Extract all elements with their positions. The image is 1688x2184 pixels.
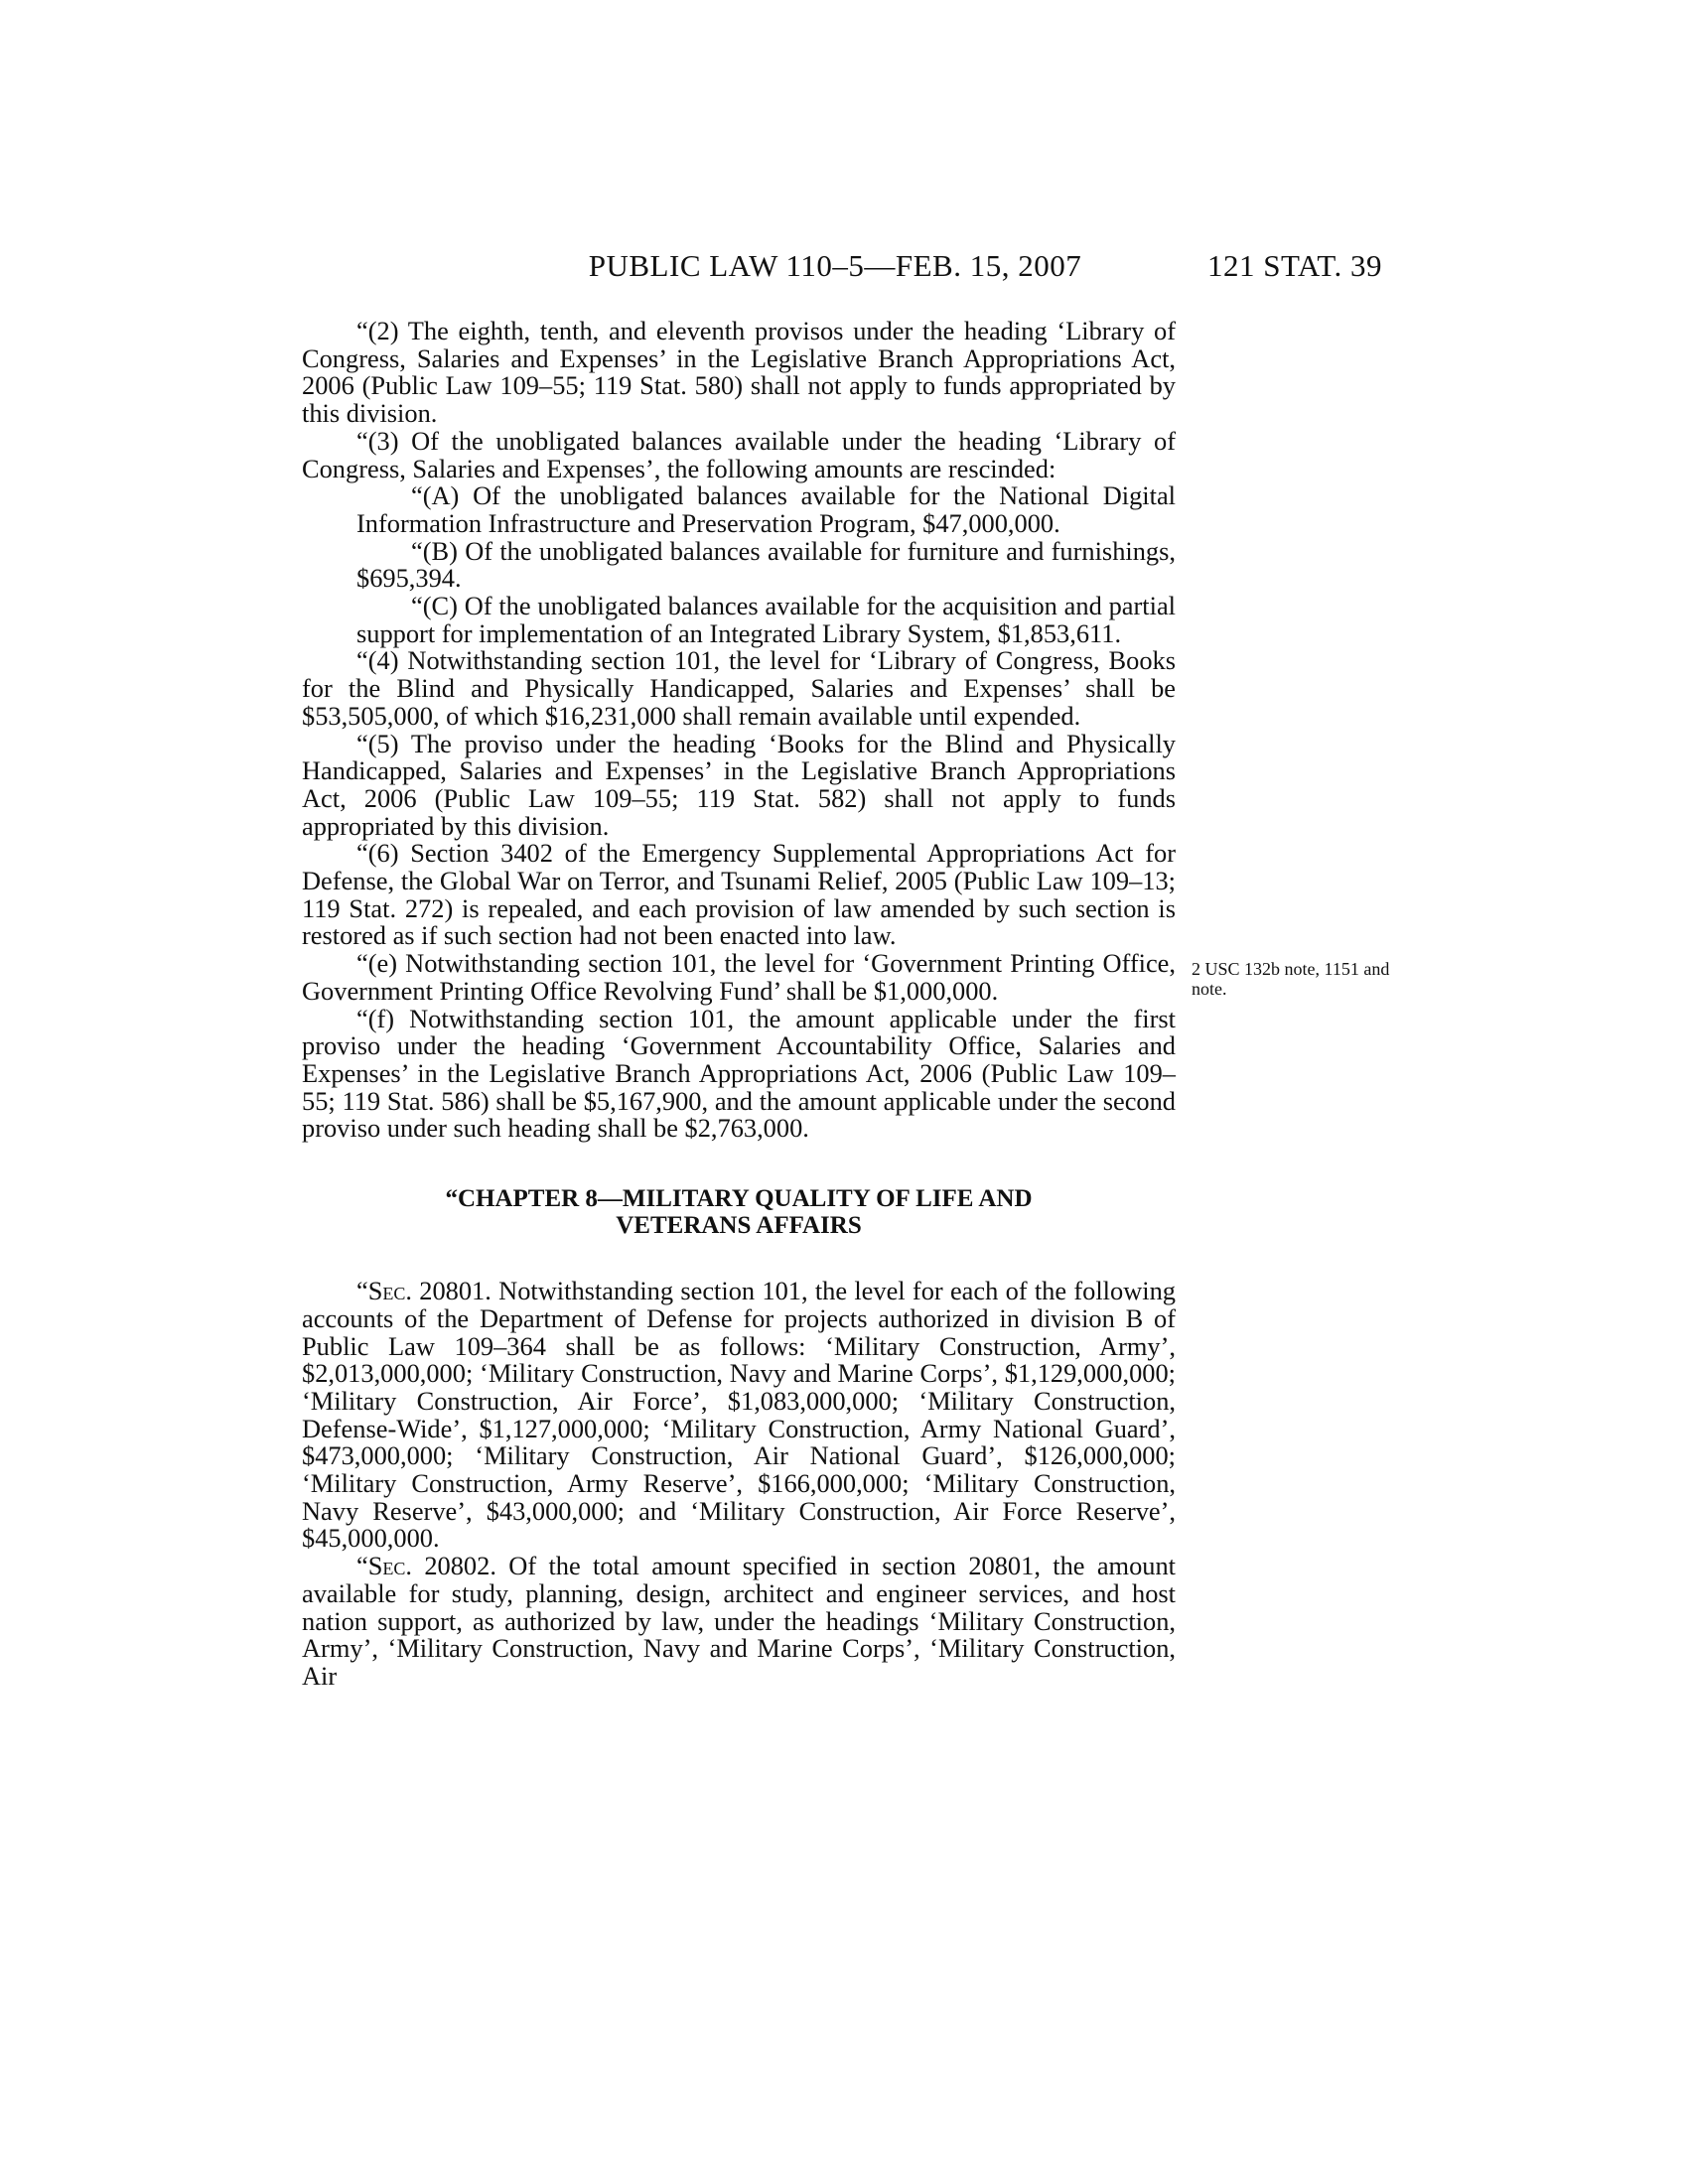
quote-open: “ [356, 1276, 368, 1306]
section-20801 [302, 1278, 1176, 1553]
paragraph-2: “(2) The eighth, tenth, and eleventh provisos under the heading ‘Library of Congress, Salaries and Expenses’ in the Legislative Branch Appropriations Act, 2006 (Public Law 109–55; 119 Stat. 580) shall not apply to funds appropriated by this division. [302, 316, 1176, 429]
margin-note: 2 USC 132b note, 1151 and note. [1192, 959, 1390, 999]
paragraph-3: “(3) Of the unobligated balances available under the heading ‘Library of Congress, Salaries and Expenses’, the following amounts are rescinded: [302, 425, 1176, 483]
paragraph-6: “(6) Section 3402 of the Emergency Supplemental Appropriations Act for Defense, the Global War on Terror, and Tsunami Relief, 2005 (Public Law 109–13; 119 Stat. 272) is repealed, and each provision of law amended by such section is restored as if such section had not been enacted into law. [302, 838, 1176, 951]
subparagraph-c: “(C) Of the unobligated balances available for the acquisition and partial support for implementation of an Integrated Library System, $1,853,611. [356, 591, 1176, 648]
subparagraph-a: “(A) Of the unobligated balances available for the National Digital Information Infrastructure and Preservation Program, $47,000,000. [356, 480, 1176, 538]
running-head [298, 248, 1382, 288]
section-20802 [302, 1553, 1176, 1691]
paragraph-4: “(4) Notwithstanding section 101, the level for ‘Library of Congress, Books for the Blind and Physically Handicapped, Salaries and Expenses’ shall be $53,505,000, of which $16,231,000 shall remain available until expended. [302, 645, 1176, 731]
section-label: Sec. [367, 1276, 412, 1306]
section-text: 20801. Notwithstanding section 101, the level for each of the following accounts of the Department of Defense for projects authorized in division B of Public Law 109–364 shall be as follows: ‘Military Construction, Army’, $2,013,000,000; ‘Military Construction, Navy and Marine Corps’, $1,129,000,000; ‘Military Construction, Air Force’, $1,083,000,000; ‘Military Construction, Defense-Wide’, $1,127,000,000; ‘Military Construction, Army National Guard’, $473,000,000; ‘Military Construction, Air National Guard’, $126,000,000; ‘Military Construction, Army Reserve’, $166,000,000; ‘Military Construction, Navy Reserve’, $43,000,000; and ‘Military Construction, Air Force Reserve’, $45,000,000. [302, 1276, 1176, 1554]
quote-open: “ [356, 1551, 368, 1581]
chapter-heading [302, 1185, 1176, 1239]
chapter-heading-line-2: VETERANS AFFAIRS [616, 1212, 862, 1240]
paragraph-5: “(5) The proviso under the heading ‘Books for the Blind and Physically Handicapped, Salaries and Expenses’ in the Legislative Branch Appropriations Act, 2006 (Public Law 109–55; 119 Stat. 582) shall not apply to funds appropriated by this division. [302, 728, 1176, 841]
chapter-heading-line-1: “CHAPTER 8—MILITARY QUALITY OF LIFE AND [445, 1185, 1033, 1213]
law-title: PUBLIC LAW 110–5—FEB. 15, 2007 [588, 248, 1082, 283]
section-text: 20802. Of the total amount specified in section 20801, the amount available for study, planning, design, architect and engineer services, and host nation support, as authorized by law, under the headings ‘Military Construction, Army’, ‘Military Construction, Navy and Marine Corps’, ‘Military Construction, Air [302, 1551, 1176, 1691]
subparagraph-b: “(B) Of the unobligated balances available for furniture and furnishings, $695,394. [356, 535, 1176, 594]
subsection-e: “(e) Notwithstanding section 101, the level for ‘Government Printing Office, Government Printing Office Revolving Fund’ shall be $1,000,000. [302, 948, 1176, 1006]
section-label: Sec. [367, 1551, 412, 1581]
body-text [302, 318, 1176, 1691]
stat-reference: 121 STAT. 39 [1206, 248, 1382, 283]
subsection-f: “(f) Notwithstanding section 101, the amount applicable under the first proviso under the heading ‘Government Accountability Office, Salaries and Expenses’ in the Legislative Branch Appropriations Act, 2006 (Public Law 109–55; 119 Stat. 586) shall be $5,167,900, and the amount applicable under the second proviso under such heading shall be $2,763,000. [302, 1003, 1176, 1144]
